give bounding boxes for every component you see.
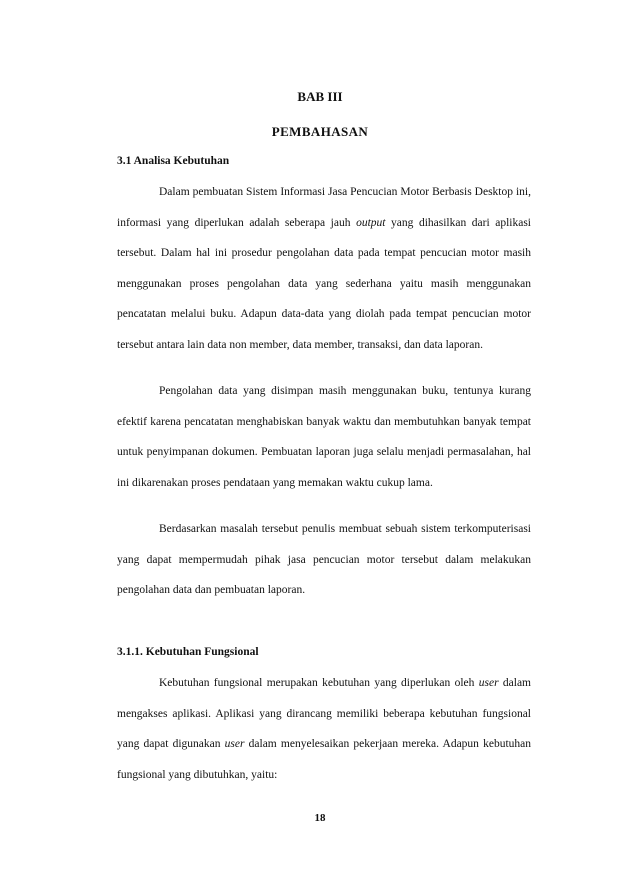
italic-term-output: output xyxy=(356,216,386,229)
paragraph-fungsional-1 xyxy=(117,668,531,790)
paragraph-text: dalam mengakses aplikasi. Aplikasi yang dirancang memiliki beberapa kebutuhan fungsional yang dapat digunakan xyxy=(117,677,531,751)
italic-term-user: user xyxy=(224,738,245,751)
paragraph-text: dalam menyelesaikan pekerjaan mereka. Adapun kebutuhan fungsional yang dibutuhkan, yaitu: xyxy=(117,738,531,781)
paragraph-analisa-3: Berdasarkan masalah tersebut penulis membuat sebuah sistem terkomputerisasi yang dapat mempermudah pihak jasa pencucian motor tersebut dalam melakukan pengolahan data dan pembuatan laporan. xyxy=(117,523,531,597)
paragraph-analisa-1 xyxy=(117,177,531,361)
section-heading-kebutuhan-fungsional: 3.1.1. Kebutuhan Fungsional xyxy=(117,646,259,658)
chapter-title: PEMBAHASAN xyxy=(271,124,369,139)
paragraph-text: Kebutuhan fungsional merupakan kebutuhan yang diperlukan oleh xyxy=(159,677,479,689)
chapter-number: BAB III xyxy=(297,89,343,104)
paragraph-analisa-2: Pengolahan data yang disimpan masih menggunakan buku, tentunya kurang efektif karena pencatatan menghabiskan banyak waktu dan membutuhkan banyak tempat untuk penyimpanan dokumen. Pembuatan laporan juga selalu menjadi permasalahan, hal ini dikarenakan proses pendataan yang memakan waktu cukup lama. xyxy=(117,385,531,489)
section-heading-analisa-kebutuhan: 3.1 Analisa Kebutuhan xyxy=(117,155,230,167)
page-number: 18 xyxy=(314,812,326,824)
paragraph-text: Dalam pembuatan Sistem Informasi Jasa Pencucian Motor Berbasis Desktop ini, informasi yang diperlukan adalah seberapa jauh xyxy=(117,186,531,229)
paragraph-text: yang dihasilkan dari aplikasi tersebut. Dalam hal ini prosedur pengolahan data pada tempat pencucian motor masih menggunakan proses pengolahan data yang sederhana yaitu masih menggunakan pencatatan melalui buku. Adapun data-data yang diolah pada tempat pencucian motor tersebut antara lain data non member, data member, transaksi, dan data laporan. xyxy=(117,216,531,351)
italic-term-user: user xyxy=(478,677,499,689)
